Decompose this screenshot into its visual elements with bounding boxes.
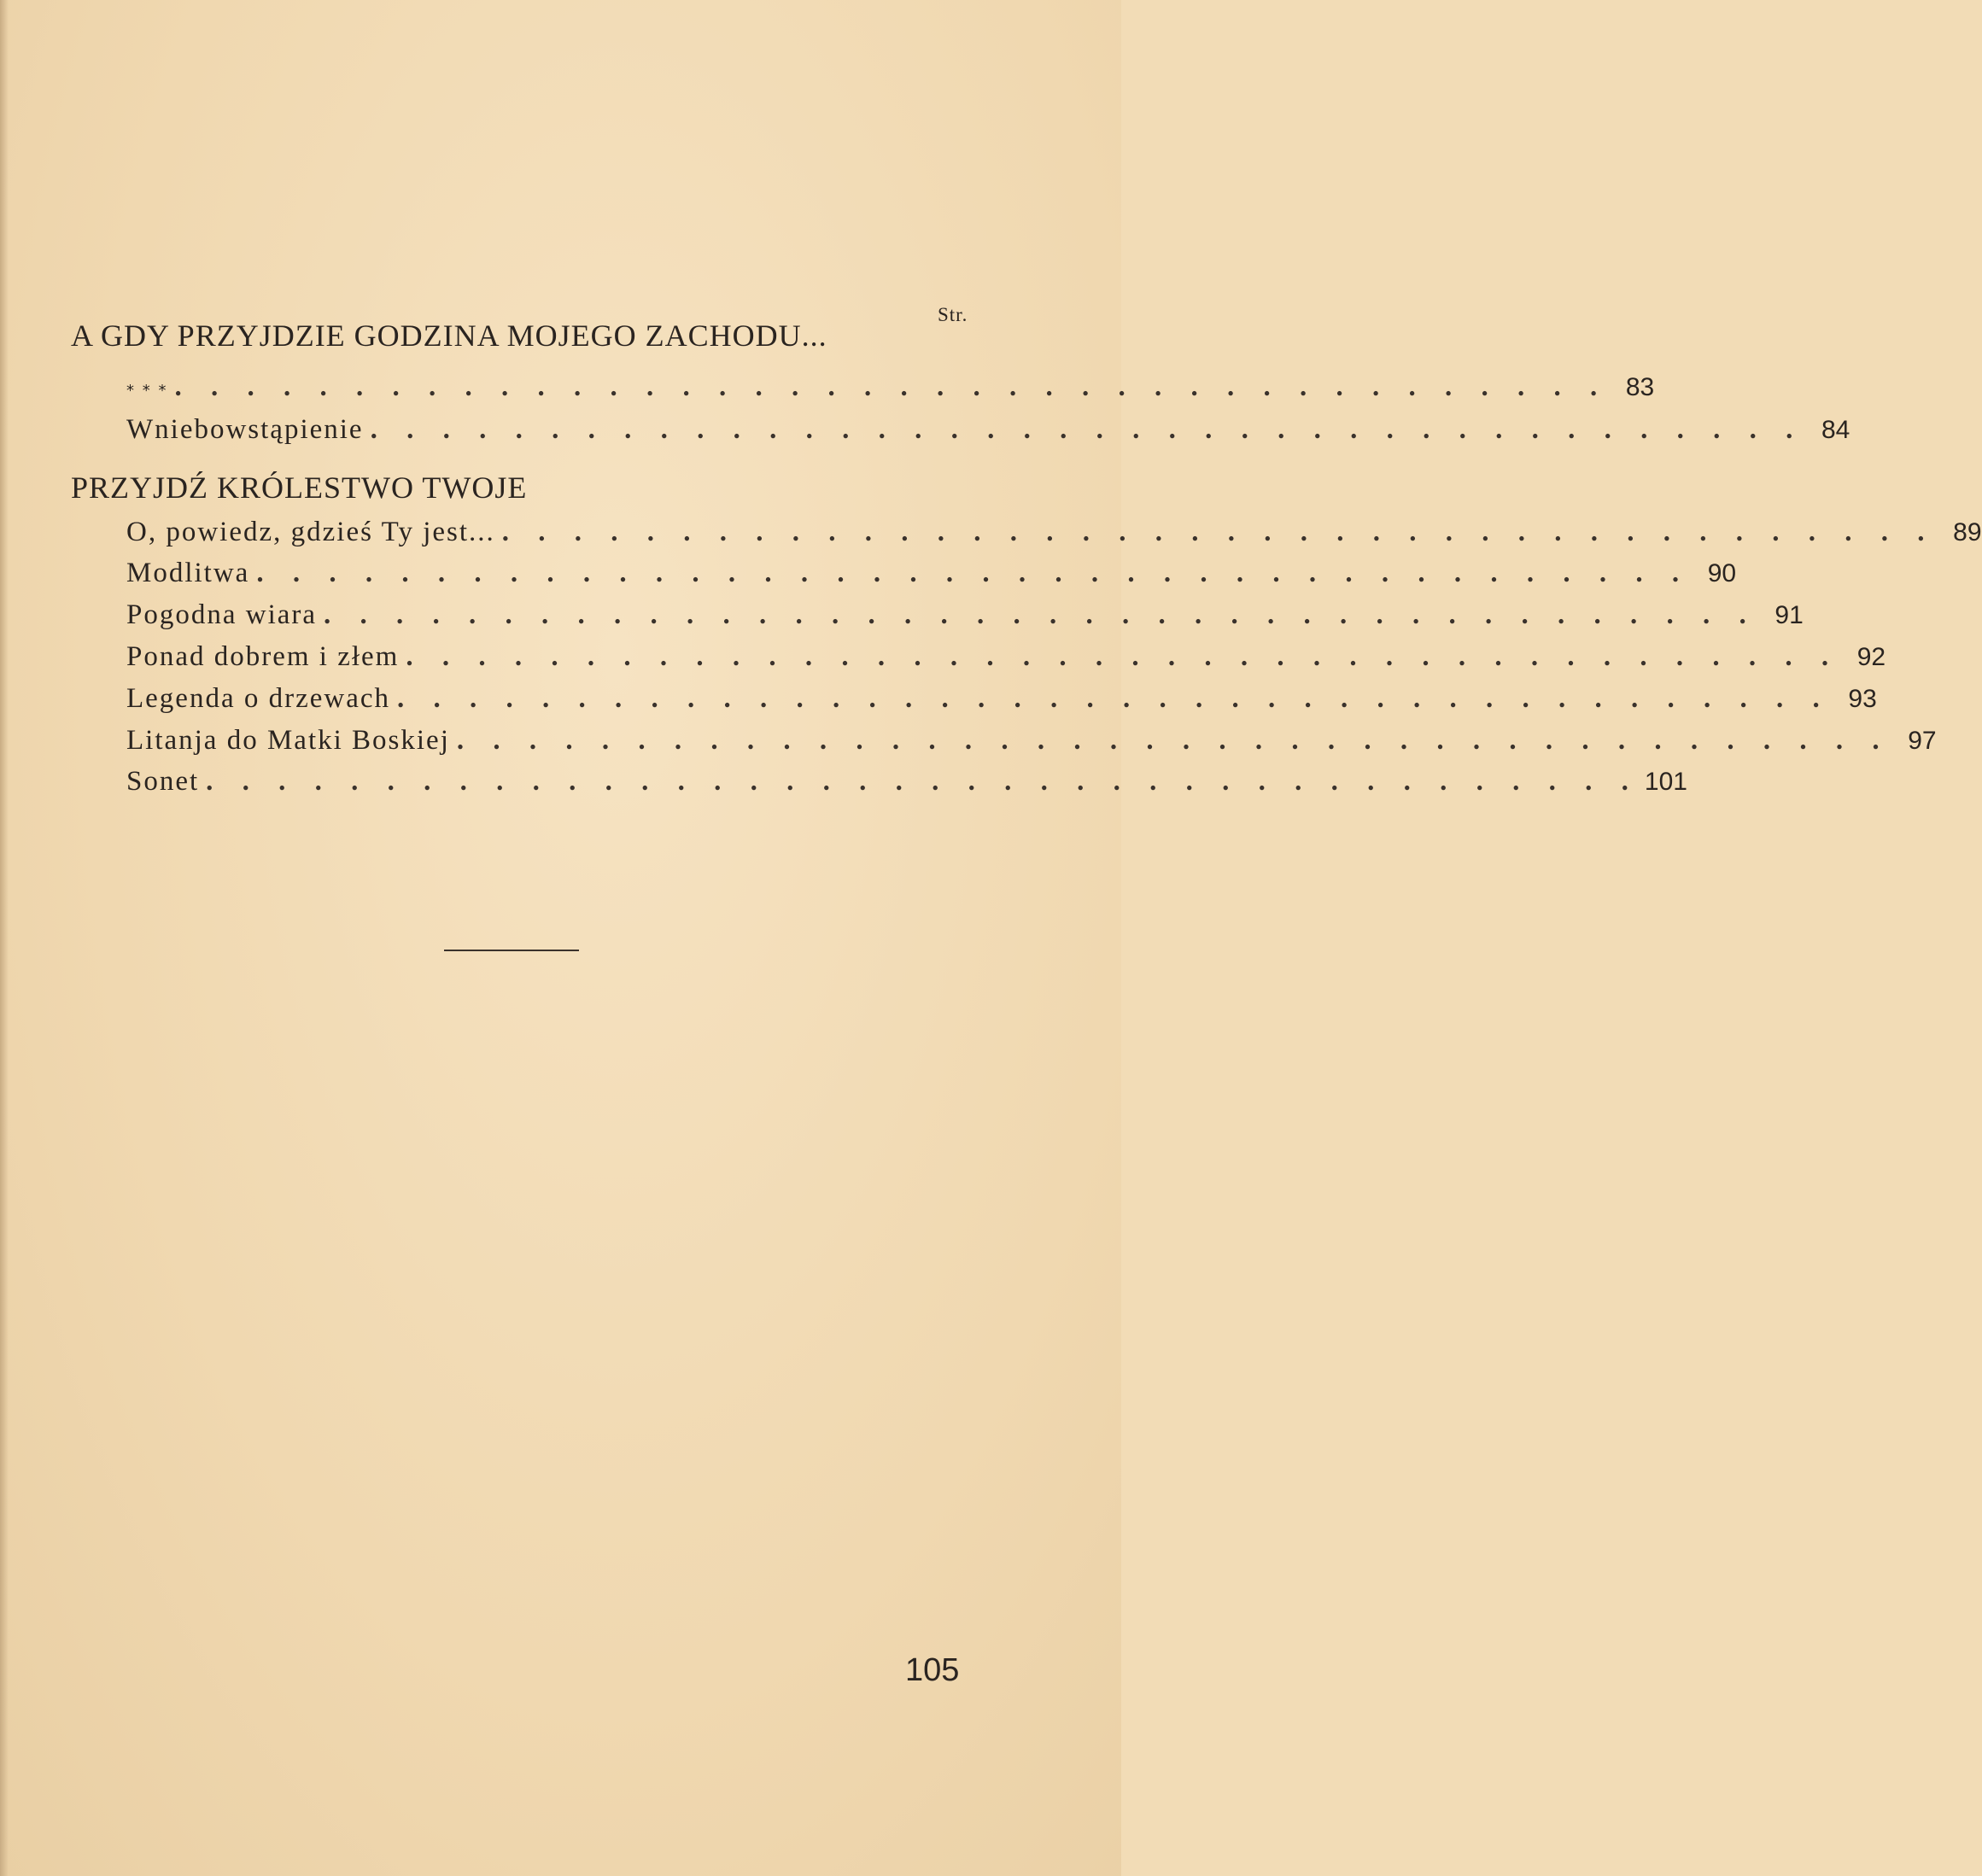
closing-rule <box>444 950 579 951</box>
toc-entry-modlitwa <box>126 558 1737 595</box>
toc-entry-page: 91 <box>1774 601 1804 629</box>
toc-entry-page: 89 <box>1953 518 1982 546</box>
dot-leader: . . . . . . . . . . . . . . . . . . . . . . . . . . . . . . . . . . . . . . . . <box>256 558 1691 588</box>
dot-leader: . . . . . . . . . . . . . . . . . . . . . . . . . . . . . . . . . . . . . . . . <box>206 766 1640 797</box>
toc-entry-title: Modlitwa <box>126 558 250 588</box>
toc-entry-title: Litanja do Matki Boskiej <box>126 725 450 756</box>
dot-leader: . . . . . . . . . . . . . . . . . . . . . . . . . . . . . . . . . . . . . . . . <box>370 414 1804 445</box>
page-column-label: Str. <box>938 304 968 325</box>
toc-entry-page: 101 <box>1644 768 1687 796</box>
toc-entry-pogodna-wiara <box>126 599 1804 637</box>
toc-entry-title: Pogodna wiara <box>126 599 318 630</box>
toc-entry-title: Wniebowstąpienie <box>126 414 364 445</box>
page-edge-shadow <box>0 0 9 1876</box>
dot-leader: . . . . . . . . . . . . . . . . . . . . . . . . . . . . . . . . . . . . . . . . <box>324 599 1757 630</box>
toc-entry-legenda <box>126 683 1877 721</box>
toc-entry-wniebowstapienie <box>126 414 1850 452</box>
section-title-zachodu: A GDY PRZYJDZIE GODZINA MOJEGO ZACHODU... <box>71 319 827 353</box>
dot-leader: . . . . . . . . . . . . . . . . . . . . . . . . . . . . . . . . . . . . . . . . <box>456 725 1891 756</box>
toc-entry-litanja <box>126 725 1937 763</box>
toc-entry-ponad-dobrem <box>126 641 1886 679</box>
toc-entry-title: O, powiedz, gdzieś Ty jest... <box>126 517 495 547</box>
toc-entry-page: 83 <box>1625 373 1655 401</box>
dot-leader: . . . . . . . . . . . . . . . . . . . . . . . . . . . . . . . . . . . . . . . . <box>501 517 1936 547</box>
page-number: 105 <box>905 1652 960 1688</box>
toc-entry-page: 90 <box>1707 559 1737 587</box>
toc-entry-asterism <box>126 371 1655 409</box>
toc-entry-o-powiedz <box>126 517 1982 554</box>
toc-entry-title: Sonet <box>126 766 200 797</box>
toc-entry-title: Ponad dobrem i złem <box>126 641 400 672</box>
toc-entry-page: 93 <box>1848 685 1877 713</box>
section-title-krolestwo: PRZYJDŹ KRÓLESTWO TWOJE <box>71 470 528 505</box>
dot-leader: . . . . . . . . . . . . . . . . . . . . . . . . . . . . . . . . . . . . . . . . <box>406 641 1840 672</box>
toc-entry-page: 92 <box>1856 643 1886 671</box>
toc-entry-page: 97 <box>1908 727 1937 755</box>
toc-entry-title: Legenda o drzewach <box>126 683 391 714</box>
dot-leader: . . . . . . . . . . . . . . . . . . . . . . . . . . . . . . . . . . . . . . . . <box>397 683 1831 714</box>
toc-entry-page: 84 <box>1821 416 1850 444</box>
toc-entry-sonet <box>126 766 1687 804</box>
dot-leader: . . . . . . . . . . . . . . . . . . . . . . . . . . . . . . . . . . . . . . . . <box>174 371 1609 402</box>
toc-entry-title: * * * <box>126 382 168 400</box>
